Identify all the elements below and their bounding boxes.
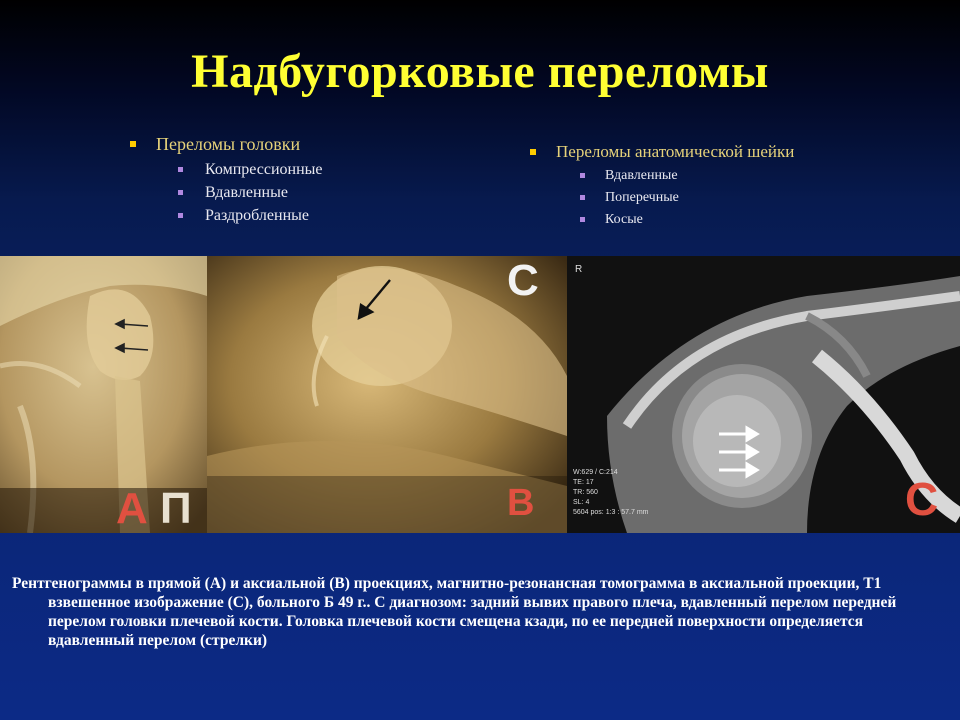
figure-caption [12, 574, 948, 650]
sub-bullet-icon [178, 167, 183, 172]
slide-title: Надбугорковые переломы [191, 45, 769, 98]
sub-bullet-item: Раздробленные [178, 204, 323, 227]
bullet-heading: Переломы анатомической шейки [556, 142, 795, 161]
sub-bullet-item: Вдавленные [580, 165, 794, 187]
sub-bullet-list [530, 165, 794, 231]
panel-a-extra-letter: П [160, 484, 192, 533]
medical-image-strip [0, 256, 960, 533]
square-bullet-icon [530, 149, 536, 155]
sub-bullet-list [130, 158, 323, 227]
caption-text: Рентгенограммы в прямой (А) и аксиальной (В) проекциях, магнитно-резонансная томограмма в аксиальной проекции, Т1 взвешенное изображение (С), больного Б 49 г.. С диагнозом: задний вывих правого плеча, вдавленный перелом передней перелом головки плечевой кости. Головка плечевой кости смещена кзади, по ее передней поверхности определяется вдавленный перелом (стрелки) [12, 575, 897, 649]
bullet-heading: Переломы головки [156, 134, 301, 154]
panel-a-letter: А [116, 484, 148, 533]
right-bullet-column [530, 142, 794, 231]
mri-axial-panel [567, 256, 960, 533]
sub-bullet-icon [178, 213, 183, 218]
sub-bullet-item: Вдавленные [178, 181, 323, 204]
sub-bullet-icon [580, 195, 585, 200]
square-bullet-icon [130, 141, 136, 147]
panel-b-marker: С [507, 256, 539, 305]
panel-c-letter: С [905, 473, 939, 525]
panel-c-side-label: R [575, 264, 583, 275]
bullet-item-neck-fractures [530, 142, 794, 162]
sub-bullet-icon [580, 217, 585, 222]
sub-bullet-icon [178, 190, 183, 195]
sub-bullet-item: Компрессионные [178, 158, 323, 181]
sub-bullet-icon [580, 173, 585, 178]
bullet-item-head-fractures [130, 134, 323, 155]
xray-axial-panel [207, 256, 567, 533]
left-bullet-column [130, 134, 323, 227]
mri-parameters: W:629 / C:214 TE: 17 TR: 560 SL: 4 5604 pos: 1:3 : 57.7 mm [573, 469, 649, 516]
sub-bullet-item: Поперечные [580, 187, 794, 209]
panel-b-letter: В [507, 482, 535, 524]
sub-bullet-item: Косые [580, 209, 794, 231]
xray-frontal-panel [0, 256, 207, 533]
